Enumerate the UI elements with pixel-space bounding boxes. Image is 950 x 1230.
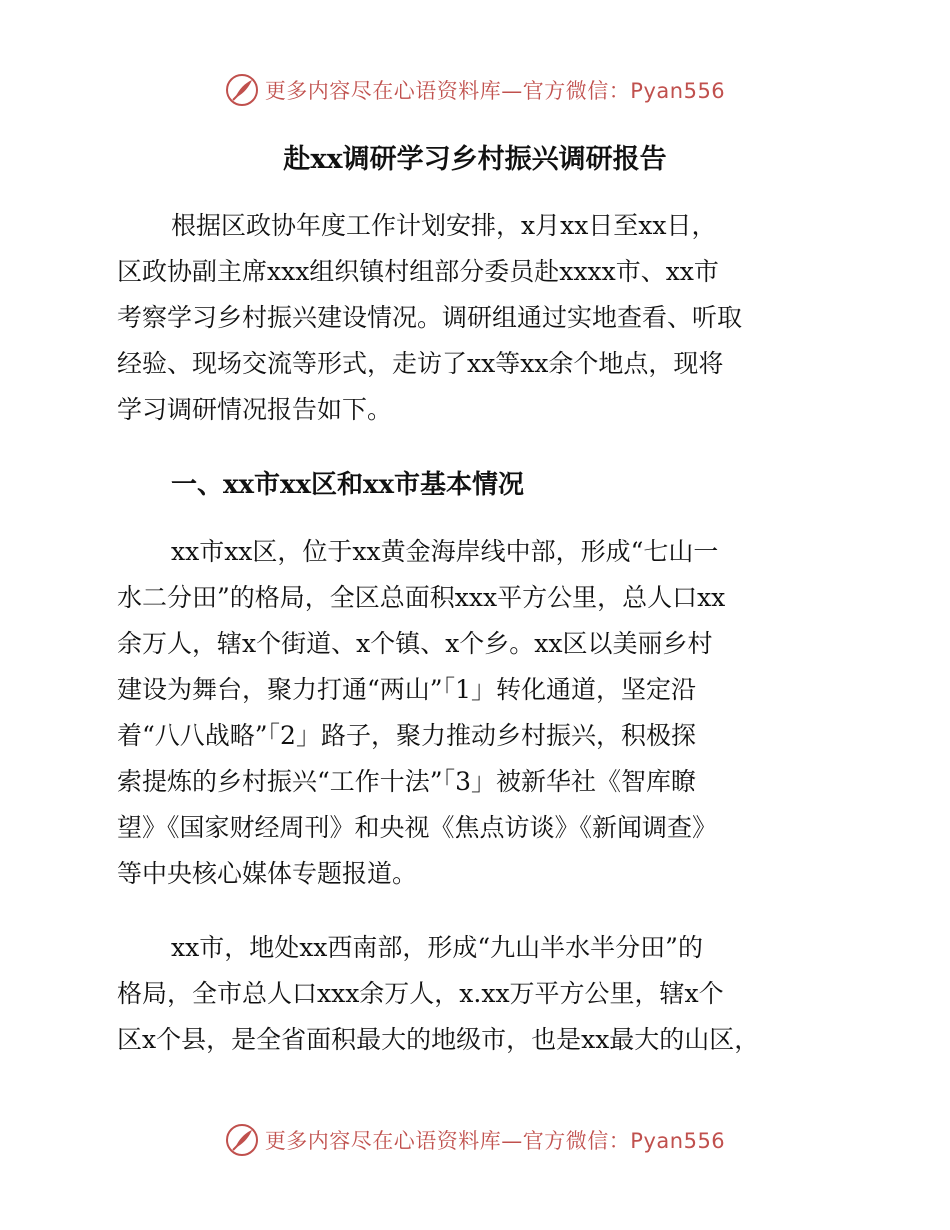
watermark-header bbox=[0, 70, 950, 110]
text-line: 区政协副主席xxx组织镇村组部分委员赴xxxx市、xx市 bbox=[117, 257, 719, 286]
text-line: 区x个县，是全省面积最大的地级市，也是xx最大的山区， bbox=[117, 1025, 760, 1054]
text-line: 望》《国家财经周刊》和央视《焦点访谈》《新闻调查》 bbox=[117, 813, 718, 842]
text-line: 格局，全市总人口xxx余万人，x.xx万平方公里，辖x个 bbox=[117, 979, 724, 1008]
text-line: 着“八八战略”「2」路子，聚力推动乡村振兴，积极探 bbox=[117, 721, 696, 750]
text-line: 学习调研情况报告如下。 bbox=[117, 395, 393, 424]
document-title: 赴xx调研学习乡村振兴调研报告 bbox=[283, 144, 667, 175]
text-line: 索提炼的乡村振兴“工作十法”「3」被新华社《智库瞭 bbox=[117, 767, 696, 796]
text-line: xx市xx区，位于xx黄金海岸线中部，形成“七山一 bbox=[171, 537, 719, 566]
paragraph-intro bbox=[117, 203, 837, 433]
feather-quill-icon bbox=[225, 1123, 259, 1157]
text-line: 建设为舞台，聚力打通“两山”「1」转化通道，坚定沿 bbox=[117, 675, 696, 704]
text-line: 根据区政协年度工作计划安排，x月xx日至xx日， bbox=[171, 211, 717, 240]
watermark-text: 更多内容尽在心语资料库—官方微信：Pyan556 bbox=[264, 1129, 726, 1153]
text-line: 经验、现场交流等形式，走访了xx等xx余个地点，现将 bbox=[117, 349, 724, 378]
text-line: 水二分田”的格局，全区总面积xxx平方公里，总人口xx bbox=[117, 583, 726, 612]
text-line: xx市，地处xx西南部，形成“九山半水半分田”的 bbox=[171, 933, 703, 962]
watermark-footer bbox=[0, 1120, 950, 1160]
text-line: 等中央核心媒体专题报道。 bbox=[117, 859, 418, 888]
watermark-text: 更多内容尽在心语资料库—官方微信：Pyan556 bbox=[264, 79, 726, 103]
paragraph-city-overview bbox=[117, 925, 837, 1063]
paragraph-district-overview bbox=[117, 529, 837, 897]
section-heading-1: 一、xx市xx区和xx市基本情况 bbox=[171, 470, 525, 500]
text-line: 考察学习乡村振兴建设情况。调研组通过实地查看、听取 bbox=[117, 303, 743, 332]
feather-quill-icon bbox=[225, 73, 259, 107]
text-line: 余万人，辖x个街道、x个镇、x个乡。xx区以美丽乡村 bbox=[117, 629, 713, 658]
